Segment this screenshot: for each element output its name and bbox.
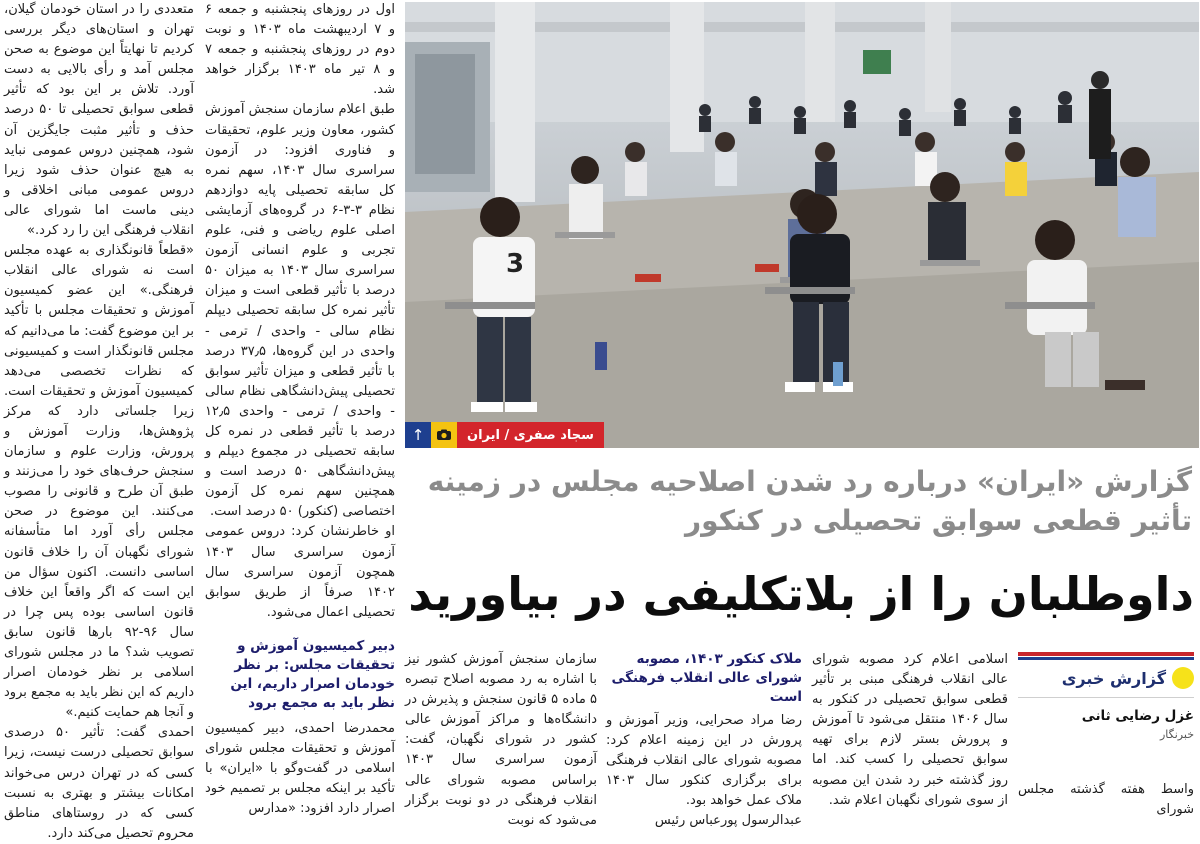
arrow-up-icon: ↑: [405, 422, 431, 448]
section-tag-label: گزارش خبری: [1061, 668, 1166, 688]
kicker: گزارش «ایران» درباره رد شدن اصلاحیه مجلس در زمینه تأثیر قطعی سوابق تحصیلی در کنکور: [427, 465, 1192, 537]
author-role: خبرنگار: [1160, 728, 1194, 741]
jersey-number: 3: [506, 249, 525, 279]
column-4-paragraph-1: رضا مراد صحرایی، وزیر آموزش و پرورش در این زمینه اعلام کرد: مصوبه شورای عالی انقلاب فرهنگی برای برگزاری کنکور سال ۱۴۰۳ ملاک عمل خواهد بود.: [606, 713, 802, 809]
column-2-subheading: دبیر کمیسیون آموزش و تحقیقات مجلس: بر نظر خودمان اصرار داریم، این نظر باید به مجمع برود: [230, 637, 395, 711]
column-2-paragraph-2: طبق اعلام سازمان سنجش آموزش کشور، معاون وزیر علوم، تحقیقات و فناوری افزود: در آزمون سراسری سال ۱۴۰۳، سهم نمره کل سابقه تحصیلی پایه دوازدهم نظام ۳-۳-۶ در گروه‌های آزمایشی اصلی علوم ریاضی و فنی، علوم تجربی و علوم انسانی آزمون سراسری سال ۱۴۰۳ به میزان ۵۰ درصد با تأثیر قطعی است و میزان تأثیر نمره کل سابقه تحصیلی دیپلم نظام سالی - واحدی / ترمی - واحدی در این گروه‌ها، ۳۷٫۵ درصد با تأثیر قطعی و میزان تأثیر سوابق تحصیلی پیش‌دانشگاهی نظام سالی - واحدی / ترمی - واحدی ۱۲٫۵ درصد با تأثیر قطعی در نمره کل سابقه تحصیلی در مجموع دیپلم و پیش‌دانشگاهی ۵۰ درصد است و همچنین سهم نمره کل آزمون اختصاصی (کنکور) ۵۰ درصد است.: [205, 102, 395, 520]
column-1-paragraph-3: احمدی گفت: تأثیر ۵۰ درصدی سوابق تحصیلی درست نیست، زیرا کسی که در تهران درس می‌خواند امکانات بیشتر و بهتری به نسبت کسی که در روستاهای مناطق محروم تحصیل می‌کند دارد.: [4, 725, 194, 841]
column-1-paragraph-2: «قطعاً قانونگذاری به عهده مجلس است نه شورای عالی انقلاب فرهنگی.» این عضو کمیسیون آموزش و تحقیقات مجلس با تأکید بر این موضوع گفت: ما می‌دانیم که مجلس قانونگذار است و کمیسیونی که نظرات تخصصی می‌دهد کمیسیون آموزش و تحقیقات است. زیرا جلساتی دارد که مرکز پژوهش‌ها، وزارت آموزش و پرورش، وزارت علوم و سازمان سنجش حرف‌های خود را می‌زنند و طبق آن طرح و قانونی را مصوب می‌کنند. این موضوع در صحن مجلس رأی آورد اما متأسفانه شورای نگهبان آن را خلاف قانون اساسی دانست. اکنون سؤال من این است که اگر واقعاً این خلاف قانون اساسی بوده پس چرا در سال ۹۶-۹۲ بارها قانون سابق تصویب شد؟ ما در مجلس شورای اسلامی بر نظر خودمان اصرار داریم که این نظر باید به مجمع برود و آنجا هم حمایت کنیم.»: [4, 243, 194, 721]
column-5-paragraph-1: اسلامی اعلام کرد مصوبه شورای عالی انقلاب فرهنگی مبنی بر تأثیر قطعی سوابق تحصیلی در کنکور به سال ۱۴۰۶ منتقل می‌شود تا آموزش و پرورش بستر لازم برای تهیه سوابق تحصیلی را کسب کند. اما روز گذشته خبر رد شدن این مصوبه از سوی شورای نگهبان اعلام شد.: [812, 652, 1008, 808]
column-2-paragraph-1: اول در روزهای پنجشنبه و جمعه ۶ و ۷ اردیبهشت ماه ۱۴۰۳ و نوبت دوم در روزهای پنجشنبه و جمعه ۷ و ۸ تیر ماه ۱۴۰۳ برگزار خواهد شد.: [205, 2, 395, 98]
author-name: غزل رضایی ثانی: [1081, 708, 1194, 724]
column-1-paragraph-1: متعددی را در استان خودمان گیلان، تهران و استان‌های دیگر بررسی کردیم تا نهایتاً این موضوع به صحن مجلس آمد و رأی بالایی به دست آورد. تلاش بر این بود که تأثیر قطعی سوابق تحصیلی تا ۵۰ درصد حذف و تأثیر مثبت جایگزین آن شود، همچنین دروس عمومی نباید به هیچ عنوان حذف شود زیرا دروس عمومی مبانی اخلاقی و دینی ماست اما شورای عالی انقلاب فرهنگی این را رد کرد.»: [4, 2, 194, 239]
column-4-paragraph-2: عبدالرسول پورعباس رئیس: [654, 813, 802, 829]
exam-hall-photo: [405, 2, 1199, 448]
article-column-6: [1018, 780, 1194, 818]
exam-hall-illustration: [405, 2, 1199, 448]
photo-credit: [405, 422, 604, 448]
column-6-paragraph-1: واسط هفته گذشته مجلس شورای: [1018, 782, 1194, 818]
section-tag: [1018, 665, 1194, 691]
column-3-paragraph-1: سازمان سنجش آموزش کشور نیز با اشاره به رد مصوبه اصلاح تبصره ۵ ماده ۵ قانون سنجش و پذیرش در دانشگاه‌ها و مراکز آموزش عالی کشور در شورای نگهبان، گفت: آزمون سراسری سال ۱۴۰۳ براساس مصوبه شورای عالی انقلاب فرهنگی در دو نوبت برگزار می‌شود که نوبت: [405, 652, 597, 828]
article-column-2: [205, 0, 395, 817]
column-4-subheading: ملاک کنکور ۱۴۰۳، مصوبه شورای عالی انقلاب فرهنگی است: [611, 651, 802, 705]
tag-red-rule: [1018, 652, 1194, 656]
camera-icon: [431, 422, 457, 448]
tag-blue-rule: [1018, 657, 1194, 660]
article-column-5: [812, 650, 1008, 808]
photo-credit-name: سجاد صفری / ایران: [457, 422, 604, 448]
yellow-dot-icon: [1172, 667, 1194, 689]
article-column-1: [4, 0, 194, 841]
headline: داوطلبان را از بلاتکلیفی در بیاورید: [408, 567, 1194, 621]
article-column-4: [606, 650, 802, 829]
tag-divider: [1018, 697, 1194, 698]
column-2-paragraph-3: او خاطرنشان کرد: دروس عمومی آزمون سراسری سال ۱۴۰۳ همچون آزمون سراسری سال ۱۴۰۲ صرفاً از طریق سوابق تحصیلی اعمال می‌شود.: [205, 524, 395, 620]
column-2-paragraph-4: محمدرضا احمدی، دبیر کمیسیون آموزش و تحقیقات مجلس شورای اسلامی در گفت‌وگو با «ایران» با تأکید بر اینکه مجلس بر تصمیم خود اصرار دارد افزود: «مدارس: [205, 720, 395, 817]
article-column-3: [405, 650, 597, 828]
